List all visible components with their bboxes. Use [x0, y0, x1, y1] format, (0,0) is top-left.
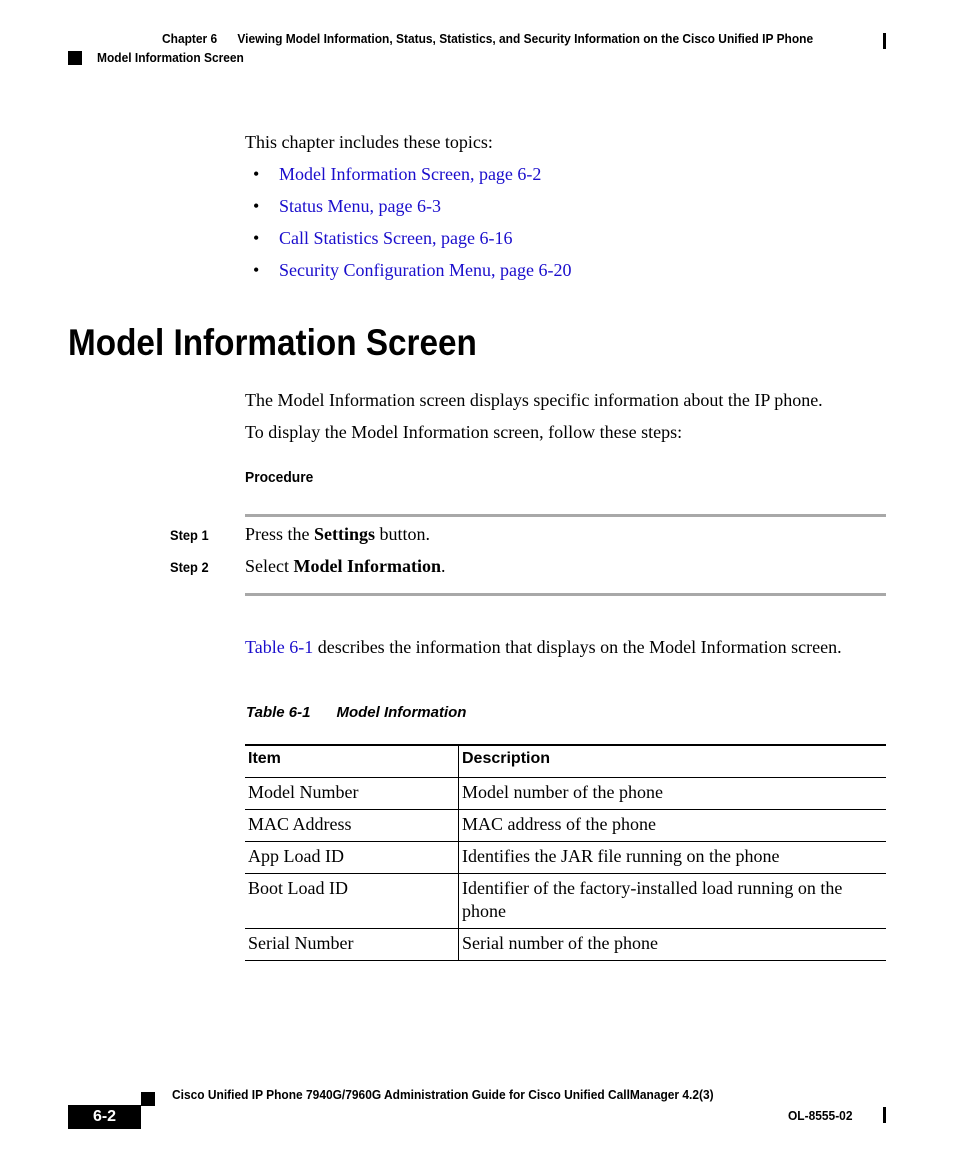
table-row [245, 929, 886, 961]
procedure-top-rule [245, 514, 886, 517]
chapter-title: Viewing Model Information, Status, Statistics, and Security Information on the Cisco Unified IP Phone [237, 31, 814, 46]
table-caption-number: Table 6-1 [246, 704, 311, 721]
list-item [253, 259, 571, 291]
item-cell: App Load ID [245, 842, 459, 874]
table-row [245, 778, 886, 810]
item-cell: Serial Number [245, 929, 459, 961]
description-cell: MAC address of the phone [459, 810, 887, 842]
column-header-description: Description [459, 745, 887, 778]
step-label: Step 2 [170, 559, 209, 575]
header-section-title: Model Information Screen [97, 50, 244, 65]
footer-title: Cisco Unified IP Phone 7940G/7960G Administration Guide for Cisco Unified CallManager 4.2(3) [172, 1087, 714, 1102]
step-text-part: Press the [245, 524, 314, 544]
intro-text: This chapter includes these topics: [245, 132, 493, 152]
list-item [253, 227, 571, 259]
table-header-row [245, 745, 886, 778]
step-label: Step 1 [170, 527, 209, 543]
step-text-part: Select [245, 556, 294, 576]
footer-rule [883, 1107, 886, 1123]
topic-link[interactable]: Status Menu, page 6-3 [279, 196, 441, 216]
bullet-icon: • [253, 260, 260, 280]
step-text-bold: Settings [314, 524, 376, 544]
step-text [245, 556, 445, 577]
header-rule [883, 33, 886, 49]
step-text-part: button. [375, 524, 431, 544]
description-cell: Identifier of the factory-installed load running on the phone [459, 874, 887, 929]
procedure-label: Procedure [245, 469, 314, 486]
description-cell: Identifies the JAR file running on the phone [459, 842, 887, 874]
table-row [245, 842, 886, 874]
column-header-item: Item [245, 745, 459, 778]
page-number: 6-2 [68, 1105, 141, 1129]
bullet-icon: • [253, 196, 260, 216]
header-marker [68, 51, 82, 65]
topic-link[interactable]: Call Statistics Screen, page 6-16 [279, 228, 513, 248]
step-text-part: . [440, 556, 446, 576]
section-paragraph: To display the Model Information screen, follow these steps: [245, 422, 683, 442]
bullet-icon: • [253, 164, 260, 184]
running-header [162, 31, 813, 46]
table-link[interactable]: Table 6-1 [245, 637, 314, 657]
step-text [245, 524, 430, 545]
chapter-label: Chapter 6 [162, 31, 218, 46]
footer-marker [141, 1092, 155, 1106]
bullet-icon: • [253, 228, 260, 248]
item-cell: Boot Load ID [245, 874, 459, 929]
description-cell: Serial number of the phone [459, 929, 887, 961]
topic-link[interactable]: Model Information Screen, page 6-2 [279, 164, 542, 184]
section-paragraph: The Model Information screen displays specific information about the IP phone. [245, 390, 823, 410]
table-caption [246, 704, 466, 721]
table-reference-paragraph [245, 636, 885, 659]
doc-number: OL-8555-02 [788, 1108, 853, 1123]
topic-link[interactable]: Security Configuration Menu, page 6-20 [279, 260, 572, 280]
list-item [253, 195, 571, 227]
procedure-bottom-rule [245, 593, 886, 596]
table-row [245, 810, 886, 842]
table-reference-text: describes the information that displays on the Model Information screen. [313, 637, 842, 657]
item-cell: Model Number [245, 778, 459, 810]
table-caption-title: Model Information [336, 704, 467, 721]
topic-list [253, 163, 571, 291]
model-information-table [245, 744, 886, 961]
table-row [245, 874, 886, 929]
step-text-bold: Model Information [293, 556, 441, 576]
list-item [253, 163, 571, 195]
item-cell: MAC Address [245, 810, 459, 842]
section-heading: Model Information Screen [68, 322, 477, 363]
description-cell: Model number of the phone [459, 778, 887, 810]
